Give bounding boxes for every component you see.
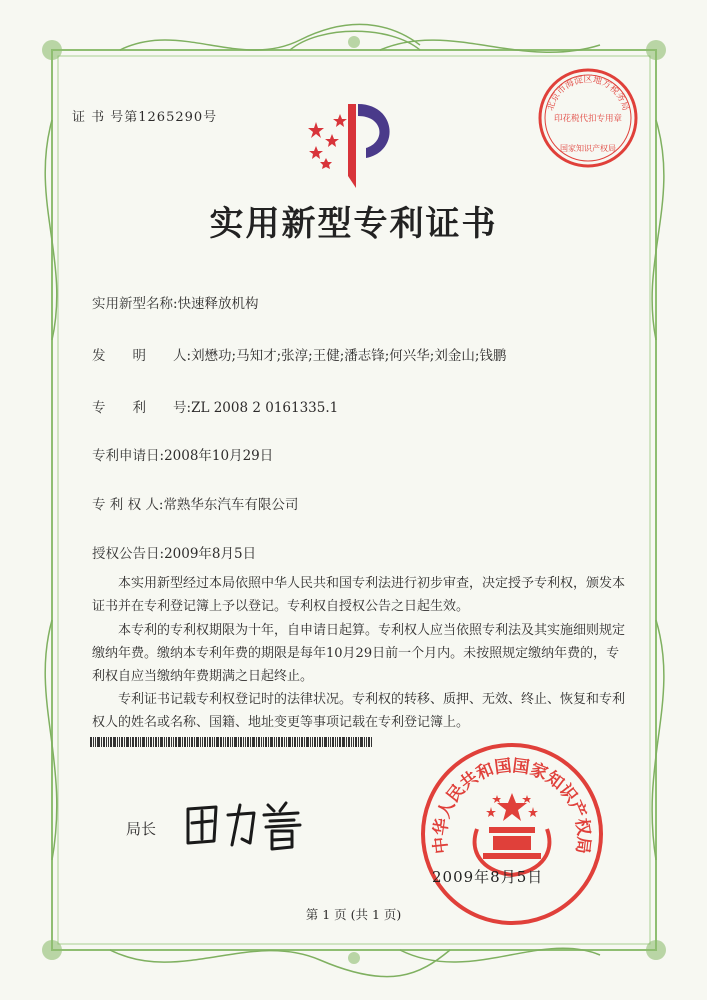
barcode-bar: [202, 737, 203, 747]
barcode-bar: [355, 737, 357, 747]
barcode-bar: [223, 737, 224, 747]
field-value: 2008年10月29日: [164, 448, 274, 464]
barcode-bar: [286, 737, 287, 747]
patent-number-field: [92, 396, 338, 416]
barcode-bar: [322, 737, 323, 747]
barcode-bar: [292, 737, 293, 747]
barcode-bar: [117, 737, 118, 747]
field-label: 专 利 号:: [92, 400, 192, 416]
patent-office-logo: [296, 96, 406, 196]
page-indicator: 第 1 页 (共 1 页): [305, 907, 402, 922]
barcode-bar: [187, 737, 188, 747]
barcode-bar: [216, 737, 219, 747]
barcode-bar: [182, 737, 183, 747]
barcode-bar: [126, 737, 129, 747]
barcode-bar: [288, 737, 291, 747]
barcode-bar: [328, 737, 329, 747]
barcode-bar: [268, 737, 269, 747]
barcode-bar: [247, 737, 249, 747]
barcode-bar: [166, 737, 167, 747]
certificate-title: 实用新型专利证书: [209, 204, 498, 244]
barcode-bar: [232, 737, 233, 747]
field-value: 常熟华东汽车有限公司: [163, 497, 299, 513]
barcode-bar: [330, 737, 331, 747]
barcode-bar: [146, 737, 147, 747]
barcode-bar: [284, 737, 285, 747]
inventors-field: [92, 344, 506, 364]
barcode-bar: [366, 737, 367, 747]
barcode-bar: [256, 737, 257, 747]
barcode-bar: [230, 737, 231, 747]
publication-date-field: [92, 542, 256, 562]
barcode-bar: [106, 737, 107, 747]
barcode-bar: [132, 737, 134, 747]
barcode-bar: [142, 737, 145, 747]
barcode-bar: [209, 737, 211, 747]
barcode-bar: [346, 737, 347, 747]
field-label: 实用新型名称:: [92, 296, 178, 312]
utility-model-name-field: [92, 292, 259, 312]
barcode-bar: [339, 737, 341, 747]
barcode-bar: [258, 737, 260, 747]
barcode-bar: [97, 737, 100, 747]
filing-date-field: [92, 444, 273, 464]
barcode-bar: [337, 737, 338, 747]
seal-center-text: 印花税代扣专用章: [553, 114, 623, 124]
barcode-bar: [263, 737, 264, 747]
barcode-bar: [200, 737, 201, 747]
barcode-bar: [276, 737, 277, 747]
barcode-bar: [113, 737, 116, 747]
barcode-bar: [348, 737, 350, 747]
barcode-bar: [148, 737, 149, 747]
barcode-bar: [358, 737, 359, 747]
barcode-bar: [207, 737, 208, 747]
barcode-bar: [319, 737, 321, 747]
barcode-bar: [140, 737, 141, 747]
barcode-bar: [138, 737, 139, 747]
field-value: 刘懋功;马知才;张淳;王健;潘志锋;何兴华;刘金山;钱鹏: [191, 348, 507, 364]
barcode-bar: [227, 737, 229, 747]
barcode-bar: [304, 737, 305, 747]
barcode-bar: [294, 737, 296, 747]
barcode-bar: [314, 737, 316, 747]
seal-ring-text: 北京市海淀区地方税务局: [545, 75, 631, 113]
barcode-bar: [301, 737, 303, 747]
barcode-bar: [171, 737, 172, 747]
barcode-bar: [95, 737, 96, 747]
barcode-bar: [243, 737, 244, 747]
barcode-bar: [158, 737, 159, 747]
barcode-bar: [196, 737, 199, 747]
barcode-bar: [225, 737, 226, 747]
barcode-bar: [155, 737, 157, 747]
certificate-number: 证 书 号第1265290号: [72, 110, 218, 125]
barcode-bar: [121, 737, 123, 747]
barcode-bar: [164, 737, 165, 747]
barcode-bar: [93, 737, 94, 747]
barcode-bar: [278, 737, 280, 747]
barcode-bar: [135, 737, 137, 747]
patentee-field: [92, 493, 298, 513]
barcode-bar: [368, 737, 370, 747]
barcode-bar: [306, 737, 309, 747]
barcode-bar: [214, 737, 215, 747]
barcode-bar: [212, 737, 213, 747]
field-value: 快速释放机构: [177, 296, 259, 312]
field-label: 授权公告日:: [92, 546, 165, 562]
barcode-bar: [240, 737, 242, 747]
barcode-bar: [312, 737, 313, 747]
barcode-bar: [335, 737, 336, 747]
barcode-bar: [178, 737, 181, 747]
tax-stamp-seal: [536, 66, 640, 170]
barcode-bar: [297, 737, 298, 747]
barcode-bar: [238, 737, 239, 747]
barcode-bar: [108, 737, 109, 747]
barcode-bar: [317, 737, 318, 747]
field-label: 发 明 人:: [92, 348, 192, 364]
barcode-bar: [124, 737, 125, 747]
barcode-bar: [353, 737, 354, 747]
barcode-bar: [332, 737, 334, 747]
barcode-bar: [184, 737, 186, 747]
barcode-bar: [189, 737, 190, 747]
barcode-bar: [175, 737, 177, 747]
barcode-bar: [265, 737, 267, 747]
barcode-bar: [194, 737, 195, 747]
barcode-bar: [130, 737, 131, 747]
body-paragraph-2: 本专利的专利权期限为十年，自申请日起算。专利权人应当依照专利法及其实施细则规定缴纳年费。缴纳本专利年费的期限是每年10月29日前一个月内。未按照规定缴纳年费的，专利权自应当缴纳年费期满之日起终止。: [92, 623, 626, 684]
barcode-bar: [110, 737, 112, 747]
director-signature: [170, 795, 320, 855]
barcode-bar: [168, 737, 170, 747]
barcode-bar: [160, 737, 163, 747]
field-value: ZL 2008 2 0161335.1: [191, 400, 339, 416]
barcode-bar: [191, 737, 193, 747]
barcode-bar: [281, 737, 283, 747]
seal-date: 2009年8月5日: [432, 868, 544, 886]
body-paragraph-1: 本实用新型经过本局依照中华人民共和国专利法进行初步审查，决定授予专利权，颁发本证书并在专利登记簿上予以登记。专利权自授权公告之日起生效。: [92, 576, 626, 614]
barcode-bar: [204, 737, 206, 747]
barcode-bar: [119, 737, 120, 747]
field-label: 专利申请日:: [92, 448, 165, 464]
barcode-bar: [103, 737, 105, 747]
barcode-bar: [360, 737, 363, 747]
barcode-bar: [245, 737, 246, 747]
seal-ring-text: 中华人民共和国国家知识产权局: [430, 756, 594, 855]
barcode-bar: [364, 737, 365, 747]
barcode-bar: [324, 737, 327, 747]
barcode-bar: [234, 737, 237, 747]
barcode-bar: [101, 737, 102, 747]
barcode-bar: [252, 737, 255, 747]
barcode-bar: [274, 737, 275, 747]
field-label: 专 利 权 人:: [92, 497, 164, 513]
barcode-bar: [270, 737, 273, 747]
body-paragraph-3: 专利证书记载专利权登记时的法律状况。专利权的转移、质押、无效、终止、恢复和专利权人的姓名或名称、国籍、地址变更等事项记载在专利登记簿上。: [92, 692, 626, 730]
official-seal: [419, 741, 605, 927]
barcode-bar: [351, 737, 352, 747]
field-value: 2009年8月5日: [164, 546, 257, 562]
barcode-bar: [342, 737, 345, 747]
signature-title: 局长: [126, 820, 157, 838]
barcode-bar: [90, 737, 92, 747]
barcode-bar: [250, 737, 251, 747]
barcode-bar: [150, 737, 152, 747]
barcode-bar: [173, 737, 174, 747]
barcode-bar: [153, 737, 154, 747]
barcode-bar: [261, 737, 262, 747]
barcode-bar: [371, 737, 372, 747]
barcode-bar: [310, 737, 311, 747]
barcode-bar: [220, 737, 222, 747]
seal-bottom-text: 国家知识产权局: [560, 144, 616, 153]
barcode: [90, 737, 470, 747]
barcode-bar: [299, 737, 300, 747]
